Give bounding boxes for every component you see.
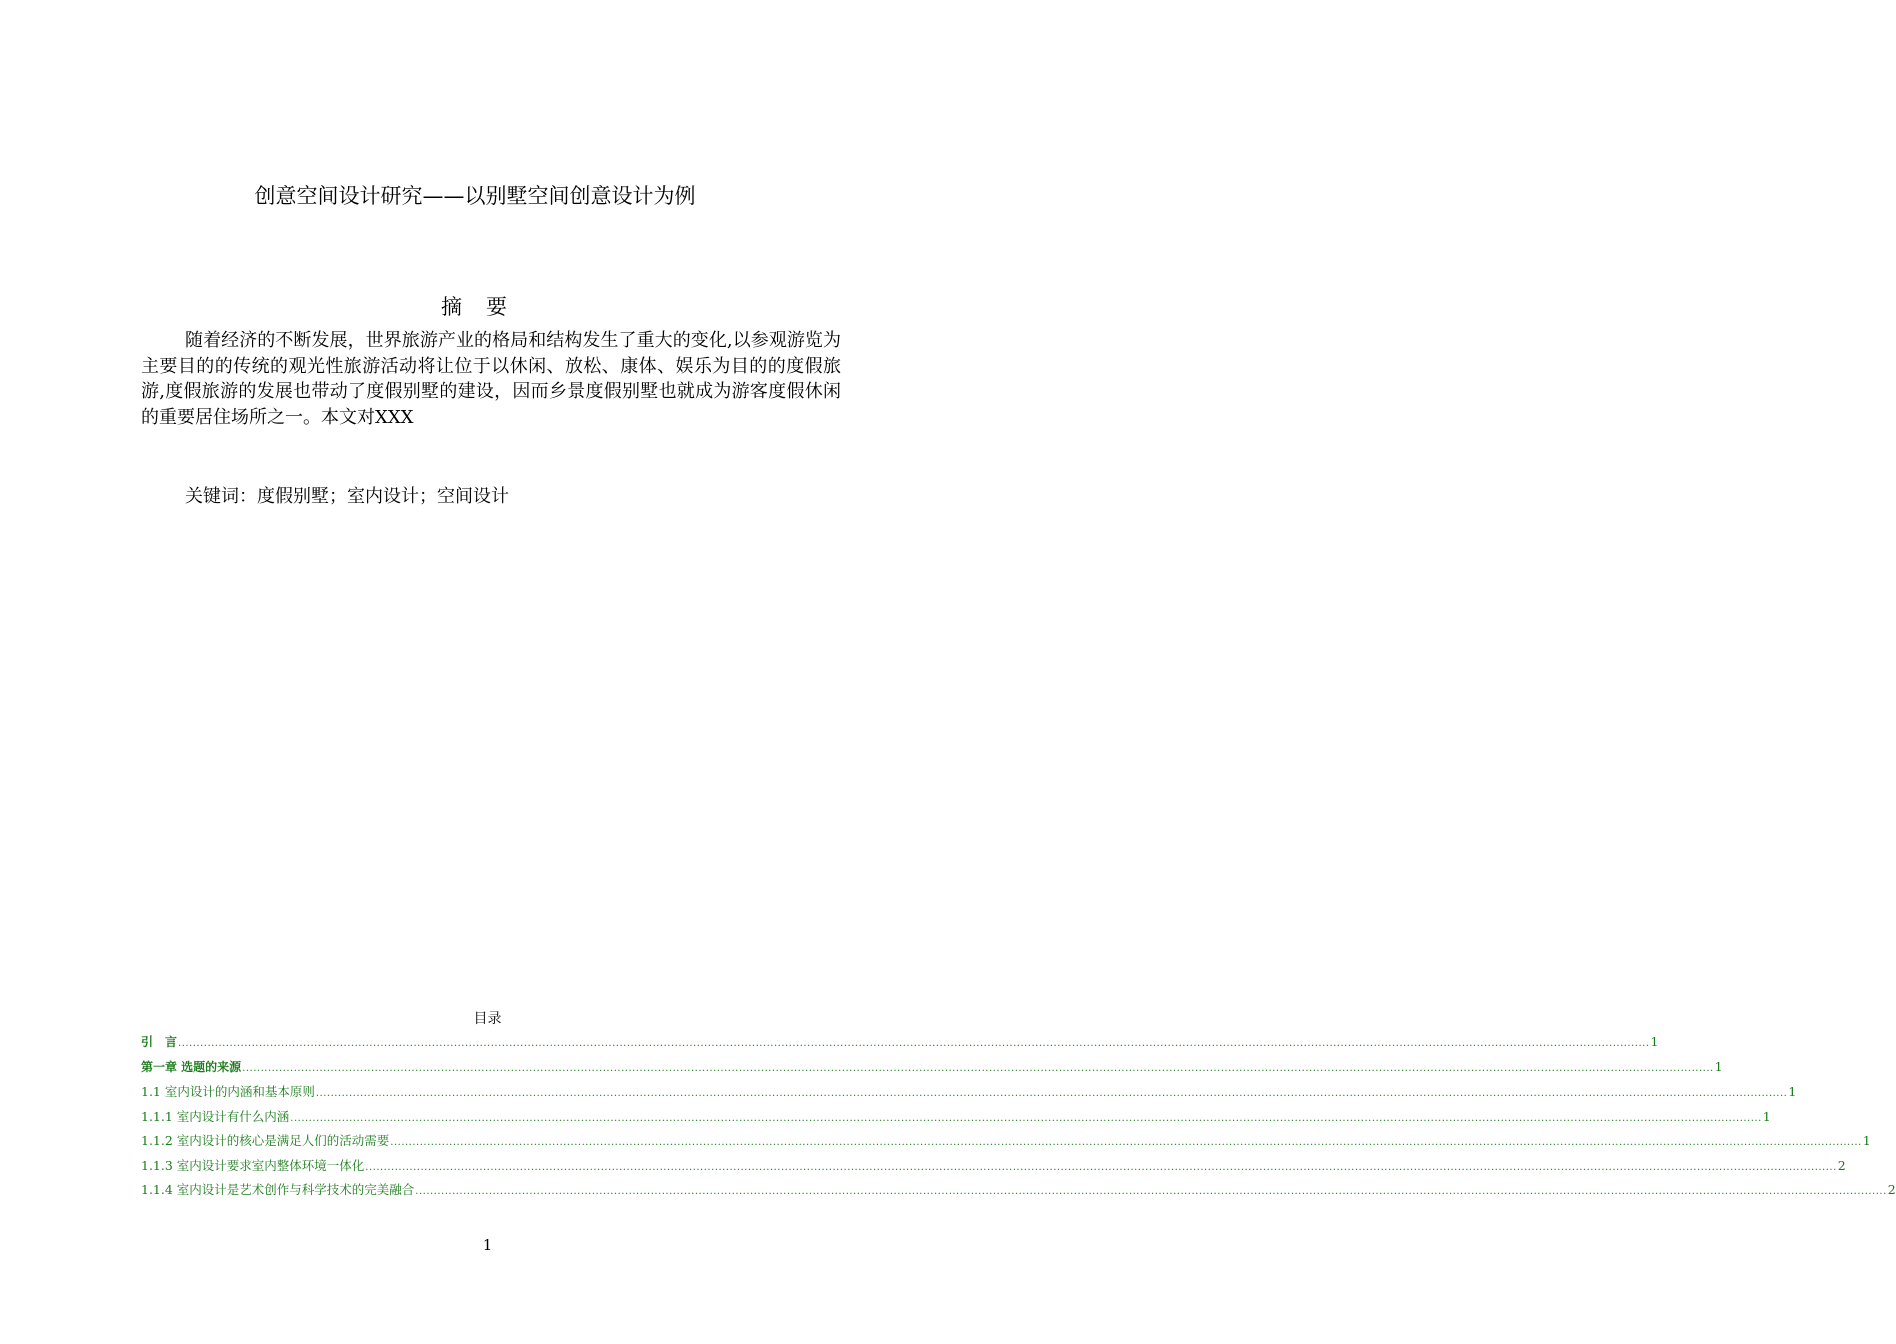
document-title: 创意空间设计研究——以别墅空间创意设计为例	[254, 184, 696, 208]
toc-entry-page: 1	[1762, 1108, 1771, 1124]
toc-leader-dots: ................................................................................................................................................................................................................................................................................................................................................................................................................	[365, 1161, 1837, 1173]
abstract-text: 随着经济的不断发展，世界旅游产业的格局和结构发生了重大的变化,以参观游览为主要目的的传统的观光性旅游活动将让位于以休闲、放松、康体、娱乐为目的的度假旅游,度假旅游的发展也带动了度假别墅的建设，因而乡景度假别墅也就成为游客度假休闲的重要居住场所之一。本文对XXX	[141, 330, 841, 428]
abstract-body	[141, 328, 841, 430]
toc-entry-page: 1	[1788, 1084, 1797, 1099]
table-of-contents	[141, 1033, 1896, 1205]
keywords-line: 关键词：度假别墅；室内设计；空间设计	[185, 486, 509, 507]
page-number: 1	[482, 1236, 493, 1254]
toc-entry-label: 1.1.1 室内设计有什么内涵	[141, 1108, 290, 1124]
toc-leader-dots: ................................................................................................................................................................................................................................................................................................................................................................................................................	[242, 1062, 1714, 1074]
toc-entry-label: 引 言	[141, 1035, 178, 1049]
toc-entry-page: 1	[1650, 1034, 1659, 1049]
abstract-heading	[0, 291, 950, 321]
toc-entry[interactable]	[141, 1082, 1797, 1107]
toc-leader-dots: ................................................................................................................................................................................................................................................................................................................................................................................................................	[290, 1112, 1762, 1124]
toc-title: 目录	[473, 1011, 502, 1027]
toc-entry[interactable]	[141, 1058, 1723, 1083]
toc-entry-label: 1.1.2 室内设计的核心是满足人们的活动需要	[141, 1133, 390, 1148]
toc-entry-page: 1	[1862, 1133, 1871, 1148]
abstract-heading-char-1: 摘	[441, 295, 464, 319]
toc-entry-label: 1.1 室内设计的内涵和基本原则	[141, 1084, 315, 1099]
toc-entry-label: 第一章 选题的来源	[141, 1059, 242, 1074]
toc-leader-dots: ................................................................................................................................................................................................................................................................................................................................................................................................................	[178, 1038, 1650, 1049]
toc-entry[interactable]	[141, 1107, 1771, 1132]
toc-entry-page: 2	[1887, 1182, 1896, 1197]
toc-leader-dots: ................................................................................................................................................................................................................................................................................................................................................................................................................	[415, 1186, 1887, 1197]
abstract-heading-char-2: 要	[486, 295, 509, 319]
toc-entry-label: 1.1.4 室内设计是艺术创作与科学技术的完美融合	[141, 1182, 415, 1197]
toc-entry-page: 2	[1837, 1157, 1846, 1173]
toc-entry[interactable]	[141, 1033, 1659, 1058]
toc-entry[interactable]	[141, 1156, 1846, 1181]
toc-leader-dots: ................................................................................................................................................................................................................................................................................................................................................................................................................	[315, 1088, 1788, 1099]
toc-entry-label: 1.1.3 室内设计要求室内整体环境一体化	[141, 1157, 365, 1173]
toc-entry-page: 1	[1714, 1058, 1723, 1074]
toc-leader-dots: ................................................................................................................................................................................................................................................................................................................................................................................................................	[390, 1137, 1862, 1148]
toc-entry[interactable]	[141, 1180, 1896, 1205]
toc-entry[interactable]	[141, 1131, 1871, 1156]
